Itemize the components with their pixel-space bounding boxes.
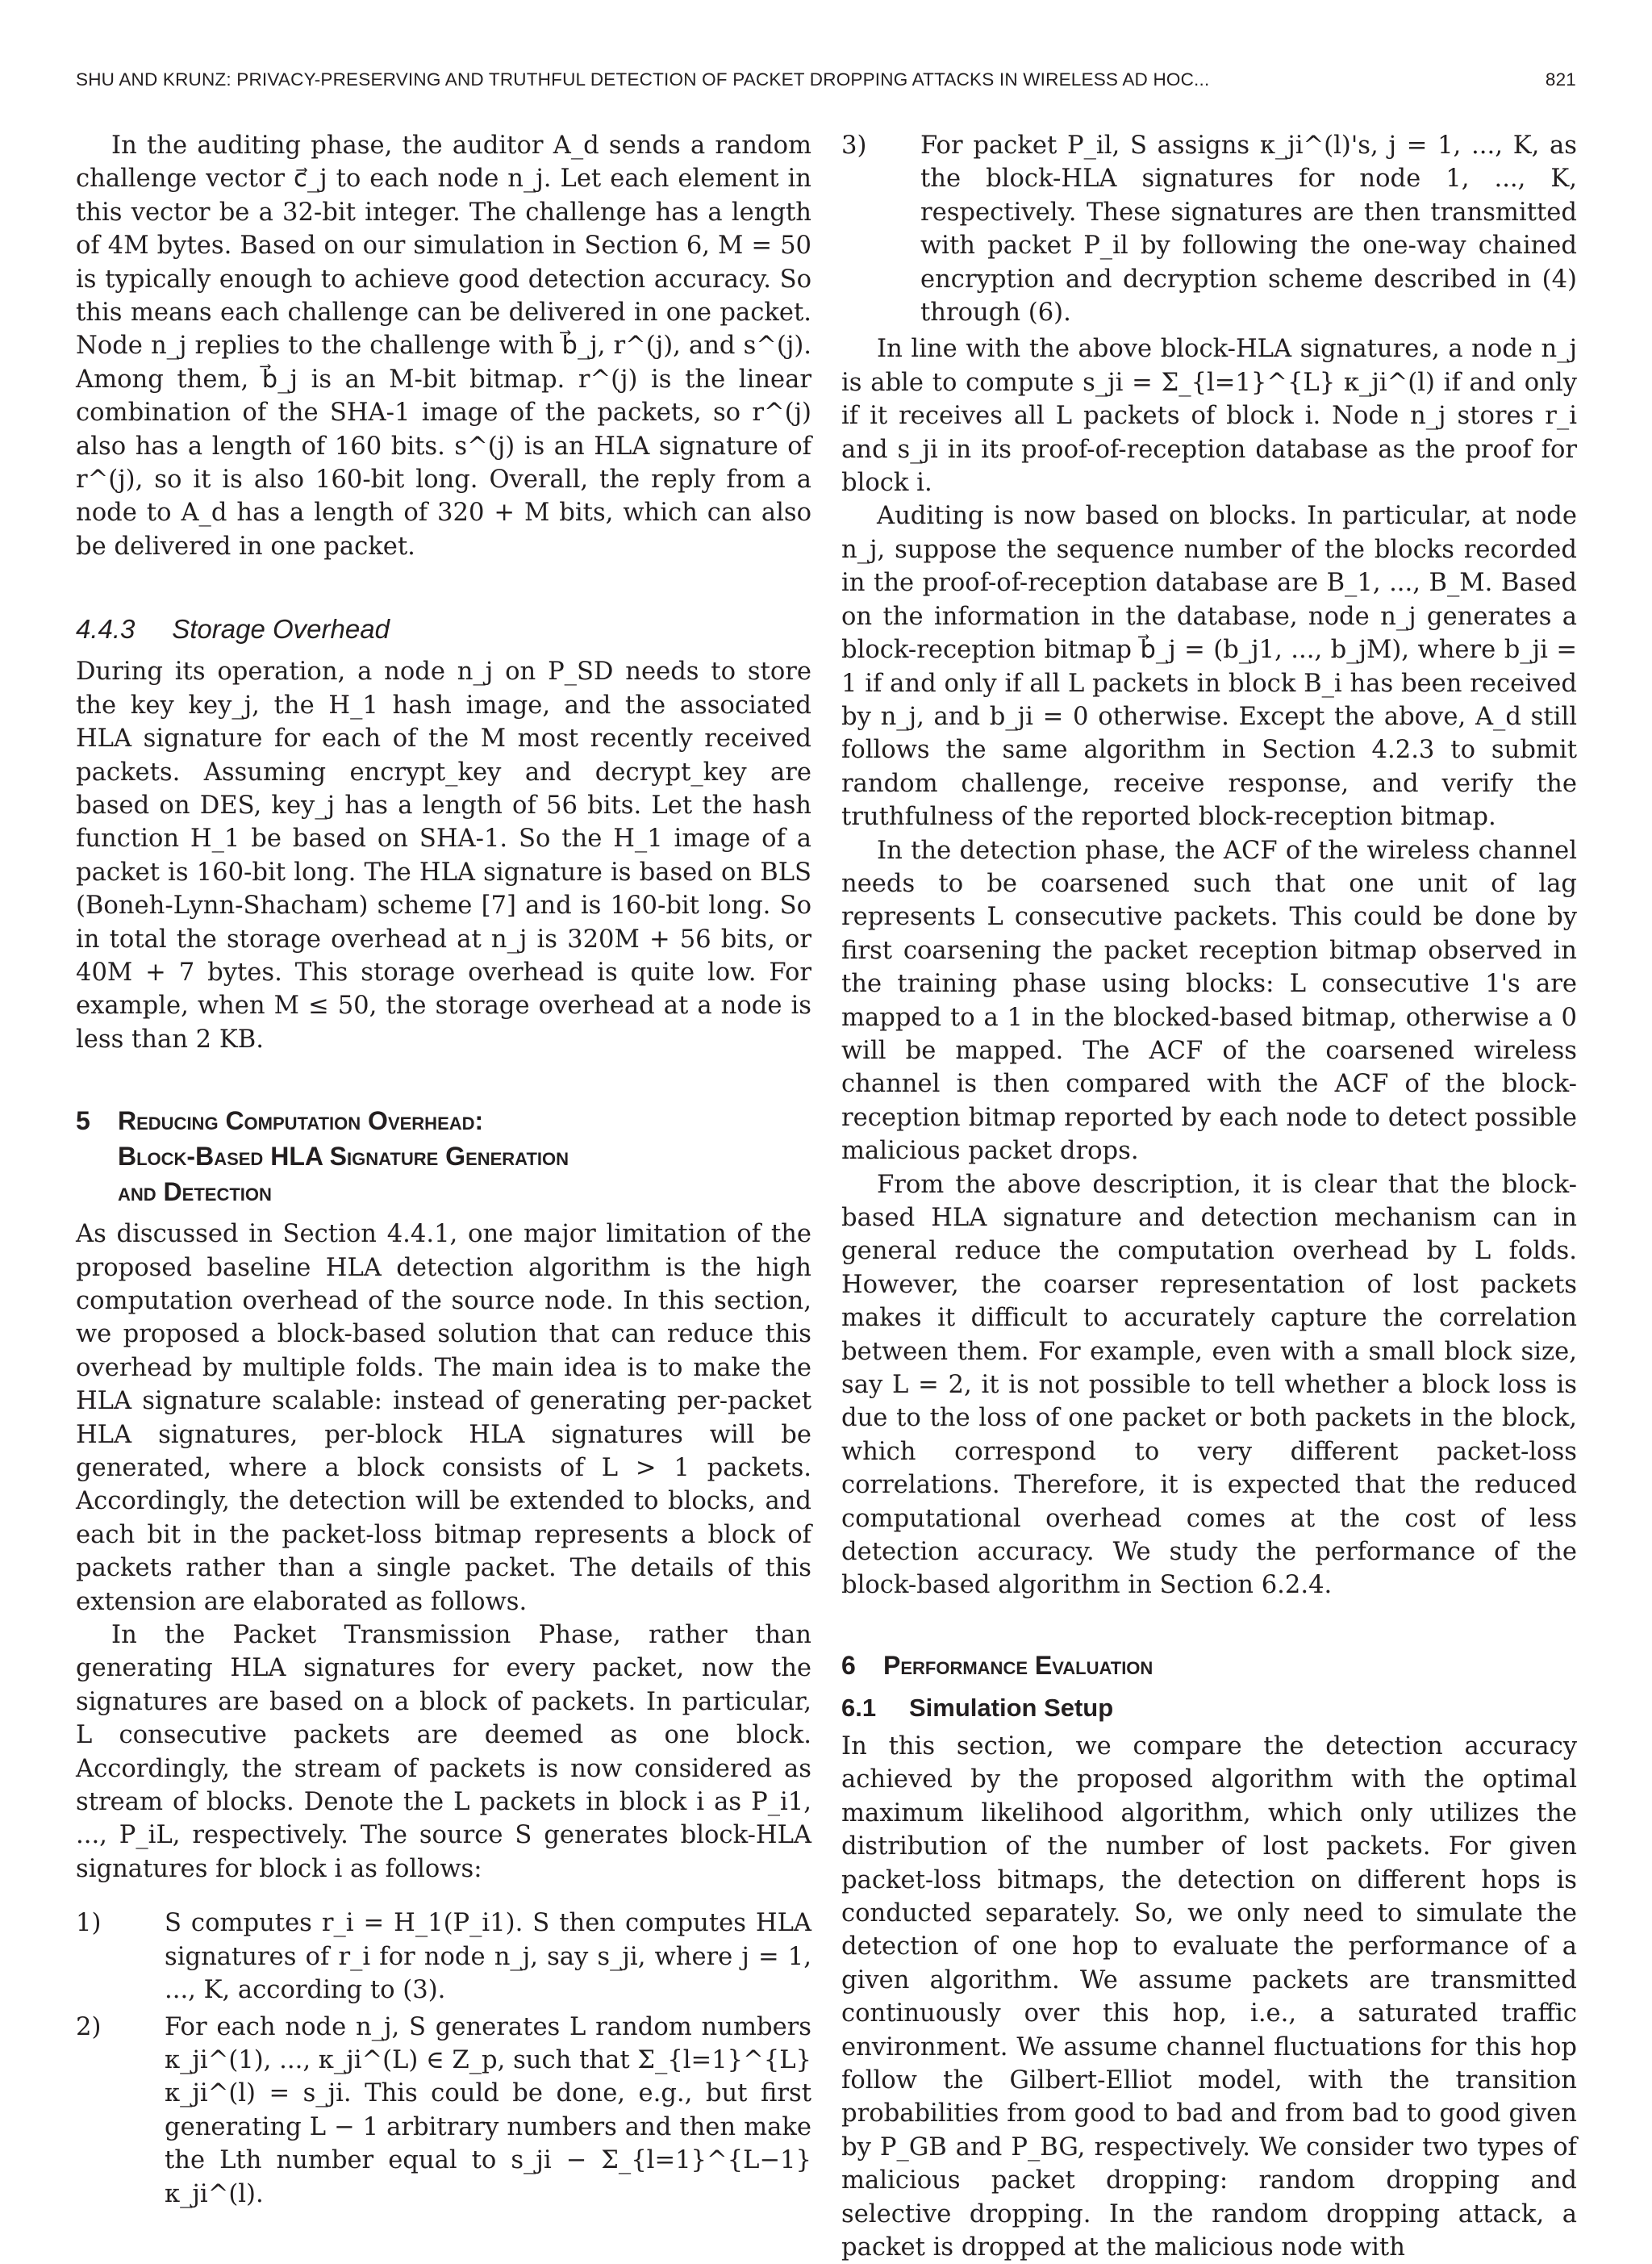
list-item bbox=[76, 2011, 811, 2211]
section-heading-6 bbox=[841, 1648, 1577, 1683]
block-hla-steps bbox=[76, 1907, 811, 2211]
paragraph-block-hla-compute: In line with the above block-HLA signatures, a node n_j is able to compute s_ji = Σ_{l=1}^{L} κ_ji^(l) if and only if it receives all L packets of block i. Node n_j stores r_i and s_ji in its proof-of-reception database as the proof for block i. bbox=[841, 335, 1577, 498]
paragraph-auditing-blocks: Auditing is now based on blocks. In particular, at node n_j, suppose the sequence number of the blocks recorded in the proof-of-reception database are B_1, ..., B_M. Based on the information in the database, node n_j generates a block-reception bitmap b⃗_j = (b_j1, ..., b_jM), where b_ji = 1 if and only if all L packets in block B_i has been received by n_j, and b_ji = 0 otherwise. Except the above, A_d still follows the same algorithm in Section 4.2.3 to submit random challenge, receive response, and verify the truthfulness of the reported block-reception bitmap. bbox=[841, 502, 1577, 832]
running-title: SHU AND KRUNZ: PRIVACY-PRESERVING AND TRUTHFUL DETECTION OF PACKET DROPPING ATTACKS IN WIRELESS AD HOC... bbox=[76, 69, 1210, 90]
section-heading-5 bbox=[76, 1103, 811, 1209]
paragraph-packet-transmission: In the Packet Transmission Phase, rather than generating HLA signatures for every packet, now the signatures are based on a block of packets. In particular, L consecutive packets are deemed as one block. Accordingly, the stream of packets is now considered as stream of blocks. Denote the L packets in block i as P_i1, ..., P_iL, respectively. The source S generates block-HLA signatures for block i as follows: bbox=[76, 1621, 811, 1883]
section-title bbox=[118, 1103, 569, 1209]
list-marker: 2) bbox=[76, 2012, 102, 2041]
section-title-line-2: Block-Based HLA Signature Generation bbox=[118, 1142, 569, 1172]
list-item-text: For each node n_j, S generates L random numbers κ_ji^(1), ..., κ_ji^(L) ∈ Z_p, such that Σ_{l=1}^{L} κ_ji^(l) = s_ji. This could be done, e.g., but first generating L − 1 arbitrary numbers and then make the Lth number equal to s_ji − Σ_{l=1}^{L−1} κ_ji^(l). bbox=[165, 2012, 811, 2208]
section-title-line-3: and Detection bbox=[118, 1177, 272, 1207]
block-hla-steps-continued bbox=[841, 129, 1577, 329]
left-column bbox=[76, 129, 811, 2214]
subsection-title: Storage Overhead bbox=[172, 614, 390, 645]
paragraph-block-tradeoff: From the above description, it is clear that the block-based HLA signature and detection mechanism can in general reduce the computation overhead by L folds. However, the coarser representation of lost packets makes it difficult to accurately capture the correlation between them. For example, even with a small block size, say L = 2, it is not possible to tell whether a block loss is due to the loss of one packet or both packets in the block, which correspond to very different packet-loss correlations. Therefore, it is expected that the reduced computational overhead comes at the cost of less detection accuracy. We study the performance of the block-based algorithm in Section 6.2.4. bbox=[841, 1170, 1577, 1600]
list-item-text: S computes r_i = H_1(P_i1). S then computes HLA signatures of r_i for node n_j, say s_ji, where j = 1, ..., K, according to (3). bbox=[165, 1909, 811, 2005]
paragraph-storage-overhead: During its operation, a node n_j on P_SD needs to store the key key_j, the H_1 hash image, and the associated HLA signature for each of the M most recently received packets. Assuming encrypt_key and decrypt_key are based on DES, key_j has a length of 56 bits. Let the hash function H_1 be based on SHA-1. So the H_1 image of a packet is 160-bit long. The HLA signature is based on BLS (Boneh-Lynn-Shacham) scheme [7] and is 160-bit long. So in total the storage overhead at n_j is 320M + 56 bits, or 40M + 7 bytes. This storage overhead is quite low. For example, when M ≤ 50, the storage overhead at a node is less than 2 KB. bbox=[76, 658, 811, 1054]
subsection-number: 4.4.3 bbox=[76, 614, 136, 645]
paragraph-block-based-intro: As discussed in Section 4.4.1, one major limitation of the proposed baseline HLA detection algorithm is the high computation overhead of the source node. In this section, we proposed a block-based solution that can reduce this overhead by multiple folds. The main idea is to make the HLA signature scalable: instead of generating per-packet HLA signatures, per-block HLA signatures will be generated, where a block consists of L > 1 packets. Accordingly, the detection will be extended to blocks, and each bit in the packet-loss bitmap represents a block of packets rather than a single packet. The details of this extension are elaborated as follows. bbox=[76, 1220, 811, 1616]
list-marker: 1) bbox=[76, 1909, 102, 1938]
paragraph-simulation-setup: In this section, we compare the detection accuracy achieved by the proposed algorithm with the optimal maximum likelihood algorithm, which only utilizes the distribution of the number of lost packets. For given packet-loss bitmaps, the detection on different hops is conducted separately. So, we only need to simulate the detection of one hop to evaluate the performance of a given algorithm. We assume packets are transmitted continuously over this hop, i.e., a saturated traffic environment. We assume channel fluctuations for this hop follow the Gilbert-Elliot model, with the transition probabilities from good to bad and from bad to good given by P_GB and P_BG, respectively. We consider two types of malicious packet dropping: random dropping and selective dropping. In the random dropping attack, a packet is dropped at the malicious node with bbox=[841, 1731, 1577, 2262]
section-number: 6 bbox=[841, 1650, 856, 1680]
paragraph-detection-phase: In the detection phase, the ACF of the wireless channel needs to be coarsened such that one unit of lag represents L consecutive packets. This could be done by first coarsening the packet reception bitmap observed in the training phase using blocks: L consecutive 1's are mapped to a 1 in the blocked-based bitmap, otherwise a 0 will be mapped. The ACF of the coarsened wireless channel is then compared with the ACF of the block-reception bitmap reported by each node to detect possible malicious packet drops. bbox=[841, 836, 1577, 1166]
page-number: 821 bbox=[1545, 69, 1576, 90]
right-column bbox=[841, 129, 1577, 2264]
section-title: Performance Evaluation bbox=[883, 1650, 1153, 1680]
subsection-heading-6-1 bbox=[841, 1691, 1577, 1725]
section-title-line-1: Reducing Computation Overhead: bbox=[118, 1106, 484, 1136]
list-item-text: For packet P_il, S assigns κ_ji^(l)'s, j = 1, ..., K, as the block-HLA signatures for node 1, ..., K, respectively. These signatures are then transmitted with packet P_il by following the one-way chained encryption and decryption scheme described in (4) through (6). bbox=[920, 132, 1577, 328]
list-marker: 3) bbox=[841, 132, 867, 160]
section-number: 5 bbox=[76, 1106, 90, 1136]
list-item bbox=[841, 129, 1577, 329]
subsection-title: Simulation Setup bbox=[909, 1693, 1114, 1722]
paragraph-auditing-phase: In the auditing phase, the auditor A_d sends a random challenge vector c⃗_j to each node n_j. Let each element in this vector be a 32-bit integer. The challenge has a length of 4M bytes. Based on our simulation in Section 6, M = 50 is typically enough to achieve good detection accuracy. So this means each challenge can be delivered in one packet. Node n_j replies to the challenge with b⃗_j, r^(j), and s^(j). Among them, b⃗_j is an M-bit bitmap. r^(j) is the linear combination of the SHA-1 image of the packets, so r^(j) also has a length of 160 bits. s^(j) is an HLA signature of r^(j), so it is also 160-bit long. Overall, the reply from a node to A_d has a length of 320 + M bits, which can also be delivered in one packet. bbox=[76, 132, 811, 561]
subsection-number: 6.1 bbox=[841, 1693, 877, 1722]
list-item bbox=[76, 1907, 811, 2007]
running-header bbox=[76, 69, 1576, 102]
subsection-heading-4-4-3 bbox=[76, 613, 811, 645]
